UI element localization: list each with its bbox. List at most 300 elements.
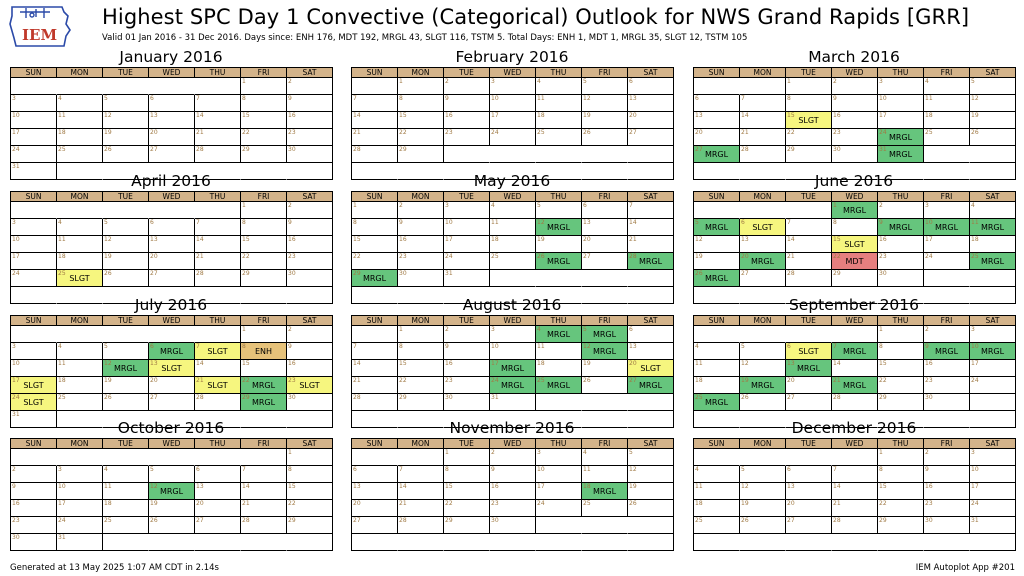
day-cell: [398, 112, 444, 129]
day-number: 18: [104, 500, 112, 507]
day-number: 17: [537, 483, 545, 490]
day-cell: [832, 78, 878, 95]
day-number: 11: [695, 360, 703, 367]
day-cell: [195, 377, 241, 394]
day-cell: [924, 202, 970, 219]
outlook-category-mrgl: MRGL: [888, 133, 913, 142]
day-cell: [103, 360, 149, 377]
day-number: 6: [583, 202, 587, 209]
day-cell: [740, 466, 786, 483]
week-row: [352, 78, 674, 95]
day-number: 11: [695, 483, 703, 490]
day-cell: [241, 517, 287, 534]
day-cell: [490, 112, 536, 129]
empty-day-cell: [832, 534, 878, 551]
week-row: [11, 112, 333, 129]
day-number: 15: [353, 236, 361, 243]
day-cell: [103, 112, 149, 129]
weekday-header: FRI: [241, 316, 287, 326]
empty-day-cell: [444, 146, 490, 163]
day-cell: [970, 466, 1016, 483]
day-number: 9: [12, 483, 16, 490]
empty-day-cell: [490, 146, 536, 163]
day-cell: [287, 394, 333, 411]
generated-timestamp: Generated at 13 May 2025 1:07 AM CDT in 2.14s: [10, 563, 219, 573]
day-number: 16: [833, 112, 841, 119]
weekday-header: FRI: [241, 439, 287, 449]
weekday-header: THU: [195, 68, 241, 78]
day-number: 29: [445, 517, 453, 524]
weekday-header: SAT: [628, 316, 674, 326]
day-cell: [398, 500, 444, 517]
outlook-category-mrgl: MRGL: [980, 223, 1005, 232]
empty-day-cell: [536, 146, 582, 163]
outlook-category-mrgl: MRGL: [251, 398, 276, 407]
empty-day-cell: [11, 449, 57, 466]
empty-day-cell: [241, 449, 287, 466]
day-number: 15: [242, 360, 250, 367]
day-cell: [287, 202, 333, 219]
day-number: 3: [491, 326, 495, 333]
outlook-category-mrgl: MRGL: [750, 257, 775, 266]
day-cell: [970, 219, 1016, 236]
day-cell: [740, 112, 786, 129]
day-cell: [352, 202, 398, 219]
outlook-category-slgt: SLGT: [207, 381, 228, 390]
week-row: [11, 236, 333, 253]
day-cell: [628, 500, 674, 517]
week-row: [694, 534, 1016, 551]
day-number: 27: [583, 253, 591, 260]
day-cell: [832, 394, 878, 411]
day-number: 22: [399, 129, 407, 136]
day-number: 24: [925, 253, 933, 260]
outlook-category-mrgl: MRGL: [704, 398, 729, 407]
day-cell: [287, 78, 333, 95]
day-number: 24: [12, 146, 20, 153]
day-cell: [740, 219, 786, 236]
empty-day-cell: [287, 534, 333, 551]
day-cell: [970, 78, 1016, 95]
day-number: 3: [12, 95, 16, 102]
day-number: 13: [583, 219, 591, 226]
week-row: [352, 326, 674, 343]
day-number: 8: [787, 95, 791, 102]
day-number: 22: [288, 500, 296, 507]
day-number: 27: [629, 377, 637, 384]
outlook-category-mrgl: MRGL: [980, 257, 1005, 266]
chart-title: Highest SPC Day 1 Convective (Categorical) Outlook for NWS Grand Rapids [GRR]: [102, 5, 970, 29]
day-number: 6: [629, 78, 633, 85]
day-cell: [352, 219, 398, 236]
day-cell: [694, 95, 740, 112]
chart-subtitle: Valid 01 Jan 2016 - 31 Dec 2016. Days since: ENH 176, MDT 192, MRGL 43, SLGT 116, TSTM 5. Total Days: ENH 1, MDT 1, MRGL 35, SLGT 12, TSTM 105: [102, 33, 748, 43]
outlook-category-mrgl: MRGL: [934, 223, 959, 232]
empty-day-cell: [490, 534, 536, 551]
day-number: 10: [445, 219, 453, 226]
day-cell: [490, 95, 536, 112]
day-cell: [490, 343, 536, 360]
day-number: 22: [787, 129, 795, 136]
day-cell: [149, 95, 195, 112]
day-cell: [195, 360, 241, 377]
day-number: 9: [925, 343, 929, 350]
day-number: 1: [242, 202, 246, 209]
day-number: 6: [787, 466, 791, 473]
day-cell: [878, 112, 924, 129]
day-number: 20: [787, 377, 795, 384]
outlook-category-slgt: SLGT: [640, 364, 661, 373]
day-cell: [241, 270, 287, 287]
day-cell: [195, 112, 241, 129]
week-row: [694, 449, 1016, 466]
day-cell: [195, 483, 241, 500]
day-cell: [11, 343, 57, 360]
day-number: 26: [741, 517, 749, 524]
empty-day-cell: [970, 534, 1016, 551]
day-number: 13: [629, 95, 637, 102]
day-number: 18: [58, 253, 66, 260]
day-cell: [57, 146, 103, 163]
outlook-category-slgt: SLGT: [798, 347, 819, 356]
day-cell: [878, 500, 924, 517]
weekday-header: SUN: [694, 316, 740, 326]
day-cell: [628, 343, 674, 360]
day-number: 26: [971, 129, 979, 136]
day-number: 30: [288, 146, 296, 153]
day-number: 5: [971, 78, 975, 85]
day-number: 9: [879, 219, 883, 226]
day-number: 30: [288, 394, 296, 401]
day-cell: [924, 394, 970, 411]
week-row: [352, 517, 674, 534]
day-number: 20: [583, 236, 591, 243]
day-number: 5: [150, 466, 154, 473]
empty-day-cell: [195, 534, 241, 551]
day-number: 15: [242, 236, 250, 243]
empty-day-cell: [352, 326, 398, 343]
day-cell: [582, 343, 628, 360]
day-number: 26: [695, 270, 703, 277]
month-grid: [10, 191, 333, 304]
day-cell: [924, 449, 970, 466]
day-number: 13: [150, 236, 158, 243]
day-number: 23: [445, 377, 453, 384]
weekday-header: FRI: [924, 68, 970, 78]
day-number: 1: [399, 78, 403, 85]
weekday-header: THU: [195, 439, 241, 449]
day-number: 25: [58, 146, 66, 153]
day-number: 1: [879, 449, 883, 456]
outlook-category-mrgl: MRGL: [546, 223, 571, 232]
day-number: 2: [925, 326, 929, 333]
weekday-header: MON: [740, 316, 786, 326]
day-cell: [11, 360, 57, 377]
day-cell: [11, 377, 57, 394]
day-cell: [352, 394, 398, 411]
day-cell: [878, 466, 924, 483]
day-cell: [694, 517, 740, 534]
outlook-category-mrgl: MRGL: [704, 223, 729, 232]
day-cell: [924, 129, 970, 146]
day-cell: [832, 500, 878, 517]
month-title: December 2016: [791, 419, 917, 437]
day-number: 2: [833, 78, 837, 85]
day-number: 8: [399, 95, 403, 102]
day-number: 13: [629, 343, 637, 350]
day-cell: [786, 236, 832, 253]
day-cell: [103, 95, 149, 112]
week-row: [694, 466, 1016, 483]
weekday-header: FRI: [924, 192, 970, 202]
day-number: 14: [787, 236, 795, 243]
day-number: 31: [491, 394, 499, 401]
day-cell: [195, 466, 241, 483]
day-cell: [924, 483, 970, 500]
day-number: 20: [629, 360, 637, 367]
day-number: 12: [150, 483, 158, 490]
day-number: 20: [741, 253, 749, 260]
day-number: 1: [353, 202, 357, 209]
day-cell: [694, 236, 740, 253]
day-number: 27: [150, 270, 158, 277]
day-cell: [832, 343, 878, 360]
day-cell: [195, 343, 241, 360]
day-number: 25: [491, 253, 499, 260]
week-row: [694, 377, 1016, 394]
day-number: 30: [288, 270, 296, 277]
weekday-header: TUE: [103, 316, 149, 326]
week-row: [11, 394, 333, 411]
day-cell: [786, 146, 832, 163]
day-number: 13: [695, 112, 703, 119]
weekday-header: TUE: [786, 439, 832, 449]
day-cell: [878, 326, 924, 343]
day-cell: [536, 129, 582, 146]
day-cell: [11, 466, 57, 483]
weekday-header: MON: [57, 316, 103, 326]
outlook-category-mrgl: MRGL: [704, 150, 729, 159]
empty-day-cell: [694, 202, 740, 219]
weekday-header: WED: [832, 439, 878, 449]
day-number: 16: [288, 360, 296, 367]
day-number: 10: [12, 360, 20, 367]
weekday-header: SAT: [970, 439, 1016, 449]
day-number: 29: [288, 517, 296, 524]
day-number: 4: [58, 95, 62, 102]
weekday-header: SAT: [970, 192, 1016, 202]
day-cell: [786, 517, 832, 534]
day-cell: [694, 146, 740, 163]
day-number: 15: [787, 112, 795, 119]
week-row: [694, 500, 1016, 517]
empty-day-cell: [878, 534, 924, 551]
day-cell: [786, 500, 832, 517]
week-row: [352, 500, 674, 517]
day-cell: [740, 483, 786, 500]
day-number: 13: [196, 483, 204, 490]
day-cell: [628, 236, 674, 253]
day-cell: [241, 112, 287, 129]
day-number: 15: [288, 483, 296, 490]
day-number: 3: [971, 449, 975, 456]
empty-day-cell: [103, 326, 149, 343]
day-cell: [628, 360, 674, 377]
week-row: [11, 517, 333, 534]
day-number: 16: [12, 500, 20, 507]
day-number: 4: [491, 202, 495, 209]
day-number: 26: [104, 270, 112, 277]
day-number: 13: [150, 360, 158, 367]
day-cell: [832, 236, 878, 253]
outlook-category-mrgl: MRGL: [159, 347, 184, 356]
month-grid: [10, 67, 333, 180]
day-number: 9: [288, 343, 292, 350]
week-row: [352, 112, 674, 129]
outlook-category-mrgl: MRGL: [796, 364, 821, 373]
week-row: [352, 95, 674, 112]
day-cell: [195, 253, 241, 270]
week-row: [11, 483, 333, 500]
day-cell: [924, 253, 970, 270]
day-number: 1: [399, 326, 403, 333]
day-cell: [490, 394, 536, 411]
day-number: 1: [242, 326, 246, 333]
day-cell: [582, 78, 628, 95]
day-number: 10: [879, 95, 887, 102]
weekday-header: FRI: [582, 68, 628, 78]
day-number: 22: [879, 377, 887, 384]
day-cell: [878, 343, 924, 360]
day-number: 18: [537, 360, 545, 367]
day-cell: [970, 483, 1016, 500]
empty-day-cell: [694, 78, 740, 95]
day-cell: [490, 500, 536, 517]
day-number: 8: [242, 219, 246, 226]
day-number: 12: [971, 95, 979, 102]
day-number: 17: [12, 129, 20, 136]
empty-day-cell: [57, 449, 103, 466]
weekday-header: THU: [878, 192, 924, 202]
day-cell: [582, 466, 628, 483]
day-cell: [149, 483, 195, 500]
weekday-header: WED: [490, 68, 536, 78]
day-cell: [740, 500, 786, 517]
weekday-header: SUN: [11, 439, 57, 449]
day-cell: [832, 360, 878, 377]
day-number: 30: [879, 270, 887, 277]
day-cell: [444, 483, 490, 500]
day-cell: [582, 219, 628, 236]
day-cell: [628, 219, 674, 236]
day-cell: [57, 483, 103, 500]
day-cell: [878, 517, 924, 534]
day-number: 11: [537, 343, 545, 350]
day-cell: [628, 449, 674, 466]
day-cell: [352, 517, 398, 534]
day-cell: [241, 343, 287, 360]
day-cell: [149, 377, 195, 394]
day-cell: [924, 500, 970, 517]
empty-day-cell: [241, 534, 287, 551]
day-number: 8: [833, 219, 837, 226]
day-cell: [352, 236, 398, 253]
day-cell: [444, 394, 490, 411]
empty-day-cell: [352, 78, 398, 95]
month-grid: [693, 67, 1016, 180]
day-number: 16: [399, 236, 407, 243]
day-cell: [694, 466, 740, 483]
day-number: 22: [879, 500, 887, 507]
weekday-header: TUE: [786, 316, 832, 326]
empty-day-cell: [924, 534, 970, 551]
weekday-header: TUE: [786, 68, 832, 78]
day-number: 6: [787, 343, 791, 350]
day-cell: [970, 326, 1016, 343]
app-credit: IEM Autoplot App #201: [915, 563, 1015, 573]
day-cell: [149, 394, 195, 411]
day-number: 28: [741, 146, 749, 153]
day-number: 23: [925, 377, 933, 384]
day-number: 15: [399, 112, 407, 119]
day-cell: [287, 360, 333, 377]
week-row: [11, 534, 333, 551]
outlook-category-mrgl: MRGL: [888, 223, 913, 232]
week-row: [11, 253, 333, 270]
day-number: 2: [288, 202, 292, 209]
day-number: 22: [445, 500, 453, 507]
day-number: 5: [104, 95, 108, 102]
day-number: 17: [879, 112, 887, 119]
day-number: 12: [629, 466, 637, 473]
weekday-header: SUN: [694, 192, 740, 202]
day-number: 17: [491, 360, 499, 367]
day-number: 19: [971, 112, 979, 119]
day-cell: [536, 343, 582, 360]
weekday-header: SAT: [287, 316, 333, 326]
day-number: 19: [741, 500, 749, 507]
weekday-header: WED: [149, 68, 195, 78]
empty-day-cell: [740, 449, 786, 466]
day-number: 25: [537, 377, 545, 384]
weekday-header: MON: [398, 439, 444, 449]
day-cell: [970, 377, 1016, 394]
weekday-header: SUN: [352, 192, 398, 202]
day-cell: [444, 360, 490, 377]
day-cell: [628, 253, 674, 270]
day-cell: [195, 146, 241, 163]
day-number: 9: [288, 95, 292, 102]
day-number: 19: [741, 377, 749, 384]
day-cell: [398, 343, 444, 360]
day-cell: [694, 500, 740, 517]
outlook-category-mrgl: MRGL: [251, 381, 276, 390]
day-cell: [57, 270, 103, 287]
day-cell: [287, 326, 333, 343]
day-number: 29: [242, 394, 250, 401]
day-number: 27: [787, 517, 795, 524]
day-number: 11: [537, 95, 545, 102]
day-cell: [149, 343, 195, 360]
day-cell: [832, 219, 878, 236]
empty-day-cell: [57, 202, 103, 219]
day-number: 25: [695, 517, 703, 524]
month-title: February 2016: [455, 48, 569, 66]
empty-day-cell: [490, 270, 536, 287]
day-number: 20: [196, 500, 204, 507]
weekday-header: FRI: [582, 439, 628, 449]
day-cell: [352, 483, 398, 500]
